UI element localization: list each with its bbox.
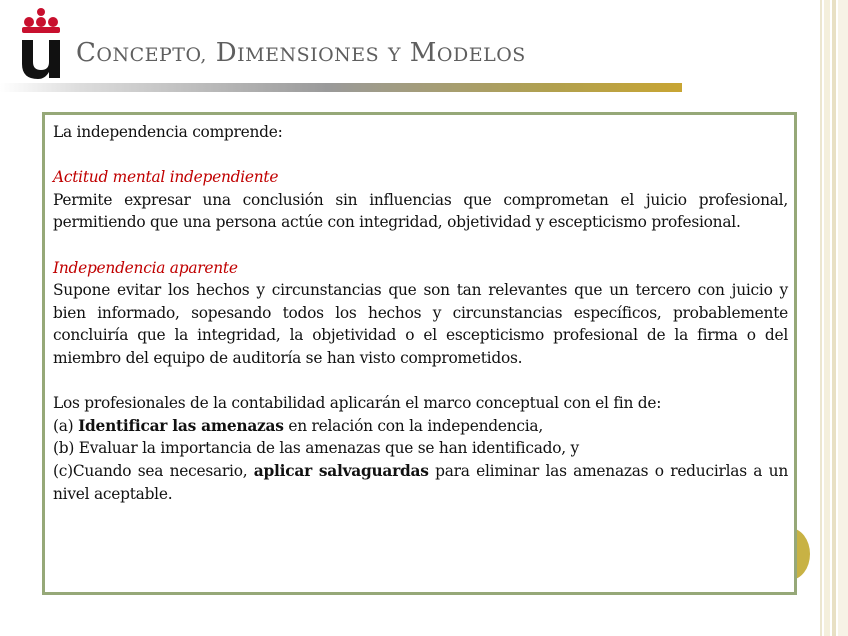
- university-crown-u-logo-icon: [20, 6, 62, 80]
- framework-lead: Los profesionales de la contabilidad aplicarán el marco conceptual con el fin de:: [53, 394, 662, 413]
- list-item-a: (a) Identificar las amenazas en relación con la independencia,: [53, 416, 543, 435]
- section-heading-actitud: Actitud mental independiente: [53, 168, 279, 187]
- emphasis-salvaguardas: aplicar salvaguardas: [253, 461, 429, 480]
- section-heading-independencia: Independencia aparente: [53, 258, 238, 277]
- section-text-independencia: Supone evitar los hechos y circunstancias que son tan relevantes que un tercero con juicio y bien informado, sopesando todos los hechos y circunstancias específicos, probablemente concluiría que la integridad, la objetividad o el escepticismo profesional de la firma o del miembro del equipo de auditoría se han visto comprometidos.: [53, 281, 788, 367]
- page-title: CONCEPTO, DIMENSIONES Y MODELOS: [76, 38, 526, 68]
- decorative-side-stripes: [814, 0, 848, 636]
- list-item-c: (c)Cuando sea necesario, aplicar salvaguardas para eliminar las amenazas o reducirlas a un nivel aceptable.: [53, 461, 788, 503]
- section-text-actitud: Permite expresar una conclusión sin influencias que comprometan el juicio profesional, permitiendo que una persona actúe con integridad, objetividad y escepticismo profesional.: [53, 190, 788, 232]
- content-box: [42, 112, 797, 595]
- list-item-b: (b) Evaluar la importancia de las amenazas que se han identificado, y: [53, 439, 579, 458]
- emphasis-identificar: Identificar las amenazas: [78, 416, 284, 435]
- title-underline: [0, 83, 682, 92]
- intro-text: La independencia comprende:: [53, 123, 283, 141]
